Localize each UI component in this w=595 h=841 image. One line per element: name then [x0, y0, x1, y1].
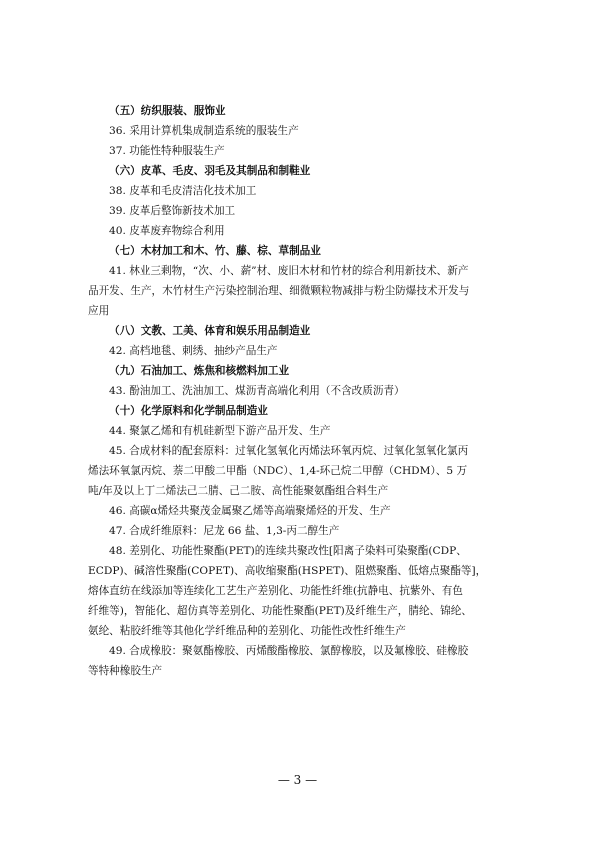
document-body — [88, 101, 518, 681]
text-line: 40. 皮革废弃物综合利用 — [109, 225, 225, 237]
text-line: 品开发、生产，木竹材生产污染控制治理、细微颗粒物减排与粉尘防爆技术开发与 — [88, 285, 470, 297]
text-line: 44. 聚氯乙烯和有机硅新型下游产品开发、生产 — [109, 425, 331, 437]
text-line: 吨/年及以上丁二烯法己二腈、己二胺、高性能聚氨酯组合料生产 — [88, 485, 389, 497]
text-line: 等特种橡胶生产 — [88, 665, 163, 677]
section-heading: （六）皮革、毛皮、羽毛及其制品和制鞋业 — [109, 165, 311, 177]
section-heading: （七）木材加工和木、竹、藤、棕、草制品业 — [109, 245, 321, 257]
text-line: 43. 酚油加工、洗油加工、煤沥青高端化利用（不含改质沥青） — [109, 385, 405, 397]
text-line: 氨纶、粘胶纤维等其他化学纤维品种的差别化、功能性改性纤维生产 — [88, 625, 406, 637]
text-line: 39. 皮革后整饰新技术加工 — [109, 205, 236, 217]
section-heading: （八）文教、工美、体育和娱乐用品制造业 — [109, 325, 311, 337]
text-line: 49. 合成橡胶：聚氨酯橡胶、丙烯酸酯橡胶、氯醇橡胶，以及氟橡胶、硅橡胶 — [109, 645, 469, 657]
text-line: 48. 差别化、功能性聚酯(PET)的连续共聚改性[阳离子染料可染聚酯(CDP、 — [109, 545, 467, 557]
text-line: 46. 高碳α烯烃共聚茂金属聚乙烯等高端聚烯烃的开发、生产 — [109, 505, 391, 517]
text-line: 烯法环氧氯丙烷、萘二甲酸二甲酯（NDC）、1,4-环己烷二甲醇（CHDM）、5 万 — [88, 465, 468, 477]
section-heading: （九）石油加工、炼焦和核燃料加工业 — [109, 365, 290, 377]
section-heading: （五）纺织服装、服饰业 — [109, 105, 226, 117]
text-line: 37. 功能性特种服装生产 — [109, 145, 225, 157]
text-line: 41. 林业三剩物，“次、小、薪”材、废旧木材和竹材的综合利用新技术、新产 — [109, 265, 469, 277]
text-line: 熔体直纺在线添加等连续化工艺生产差别化、功能性纤维(抗静电、抗紫外、有色 — [88, 585, 463, 597]
text-line: 47. 合成纤维原料：尼龙 66 盐、1,3-丙二醇生产 — [109, 525, 340, 537]
text-line: 纤维等)，智能化、超仿真等差别化、功能性聚酯(PET)及纤维生产，腈纶、锦纶、 — [88, 605, 472, 617]
text-line: 应用 — [88, 305, 110, 317]
text-line: 42. 高档地毯、刺绣、抽纱产品生产 — [109, 345, 278, 357]
text-line: ECDP)、碱溶性聚酯(COPET)、高收缩聚酯(HSPET)、阻燃聚酯、低熔点聚酯等]， — [88, 565, 487, 577]
text-line: 38. 皮革和毛皮清洁化技术加工 — [109, 185, 257, 197]
section-heading: （十）化学原料和化学制品制造业 — [109, 405, 268, 417]
text-line: 45. 合成材料的配套原料：过氧化氢氧化丙烯法环氧丙烷、过氧化氢氧化氯丙 — [109, 445, 469, 457]
text-line: 36. 采用计算机集成制造系统的服装生产 — [109, 125, 299, 137]
page-number: — 3 — — [277, 773, 318, 787]
